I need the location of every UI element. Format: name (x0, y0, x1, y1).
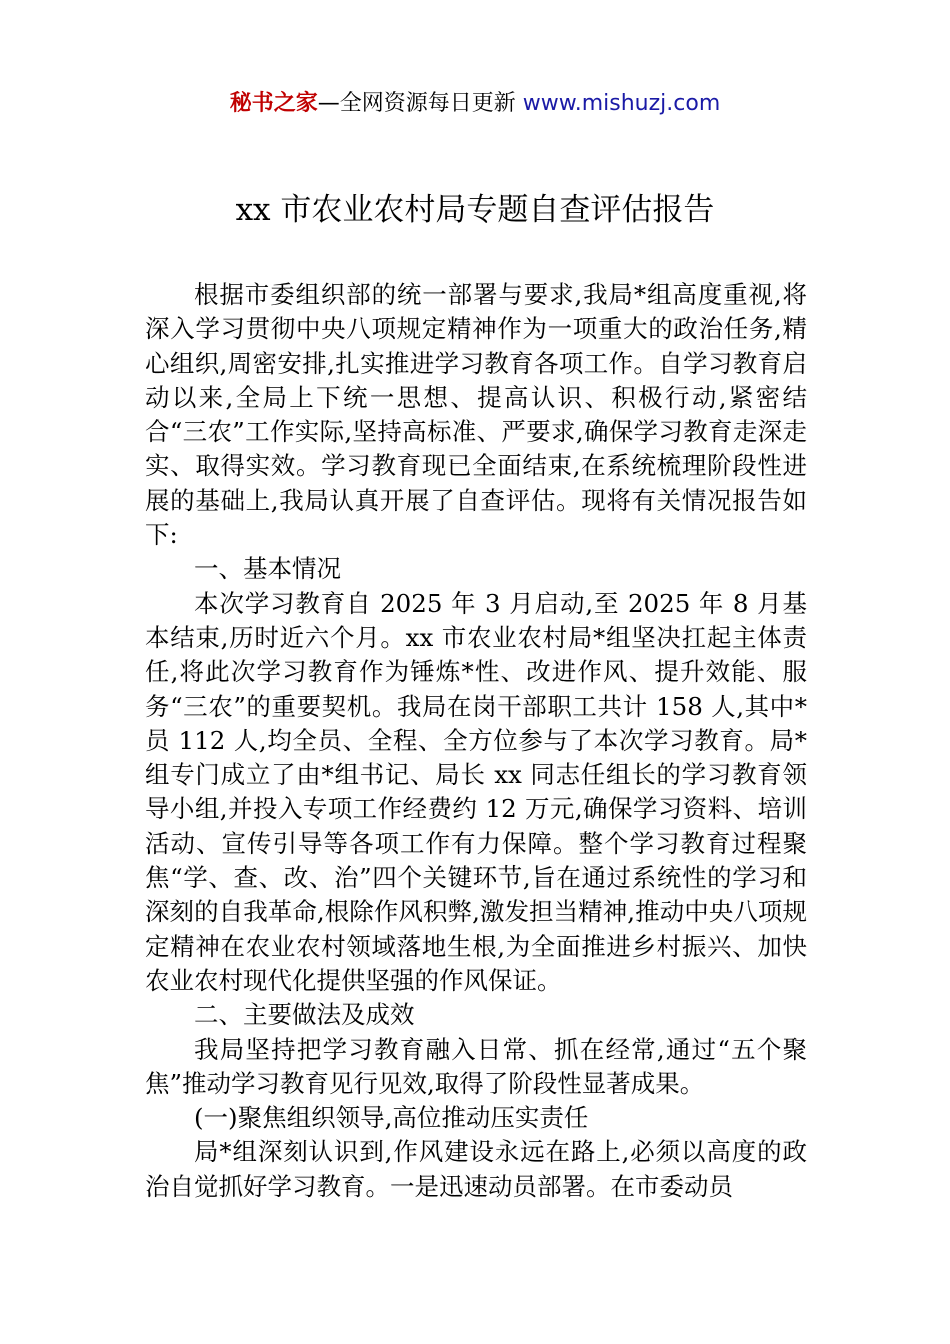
paragraph-leadership: 局*组深刻认识到,作风建设永远在路上,必须以高度的政治自觉抓好学习教育。一是迅速动员部署。在市委动员 (145, 1137, 807, 1201)
document-body (145, 278, 807, 1204)
paragraph-basic: 本次学习教育自 2025 年 3 月启动,至 2025 年 8 月基本结束,历时近六个月。xx 市农业农村局*组坚决扛起主体责任,将此次学习教育作为锤炼*性、改进作风、提升效能、服务“三农”的重要契机。我局在岗干部职工共计 158 人,其中*员 112 人,均全员、全程、全方位参与了本次学习教育。局*组专门成立了由*组书记、局长 xx 同志任组长的学习教育领导小组,并投入专项工作经费约 12 万元,确保学习资料、培训活动、宣传引导等各项工作有力保障。整个学习教育过程聚焦“学、查、改、治”四个关键环节,旨在通过系统性的学习和深刻的自我革命,根除作风积弊,激发担当精神,推动中央八项规定精神在农业农村领域落地生根,为全面推进乡村振兴、加快农业农村现代化提供坚强的作风保证。 (145, 588, 807, 995)
section-heading-basic: 一、基本情况 (194, 554, 341, 584)
site-header (0, 88, 950, 120)
subsection-heading-leadership: (一)聚焦组织领导,高位推动压实责任 (194, 1103, 589, 1133)
paragraph-practices: 我局坚持把学习教育融入日常、抓在经常,通过“五个聚焦”推动学习教育见行见效,取得了阶段性显著成果。 (145, 1034, 807, 1098)
site-brand: 秘书之家 (229, 91, 318, 116)
site-slogan: —全网资源每日更新 (317, 91, 523, 116)
document-title: xx 市农业农村局专题自查评估报告 (235, 192, 715, 228)
site-url-link[interactable]: www.mishuzj.com (522, 91, 721, 116)
section-heading-practices: 二、主要做法及成效 (194, 1000, 415, 1030)
paragraph-intro: 根据市委组织部的统一部署与要求,我局*组高度重视,将深入学习贯彻中央八项规定精神作为一项重大的政治任务,精心组织,周密安排,扎实推进学习教育各项工作。自学习教育启动以来,全局上下统一思想、提高认识、积极行动,紧密结合“三农”工作实际,坚持高标准、严要求,确保学习教育走深走实、取得实效。学习教育现已全面结束,在系统梳理阶段性进展的基础上,我局认真开展了自查评估。现将有关情况报告如下: (145, 280, 807, 550)
